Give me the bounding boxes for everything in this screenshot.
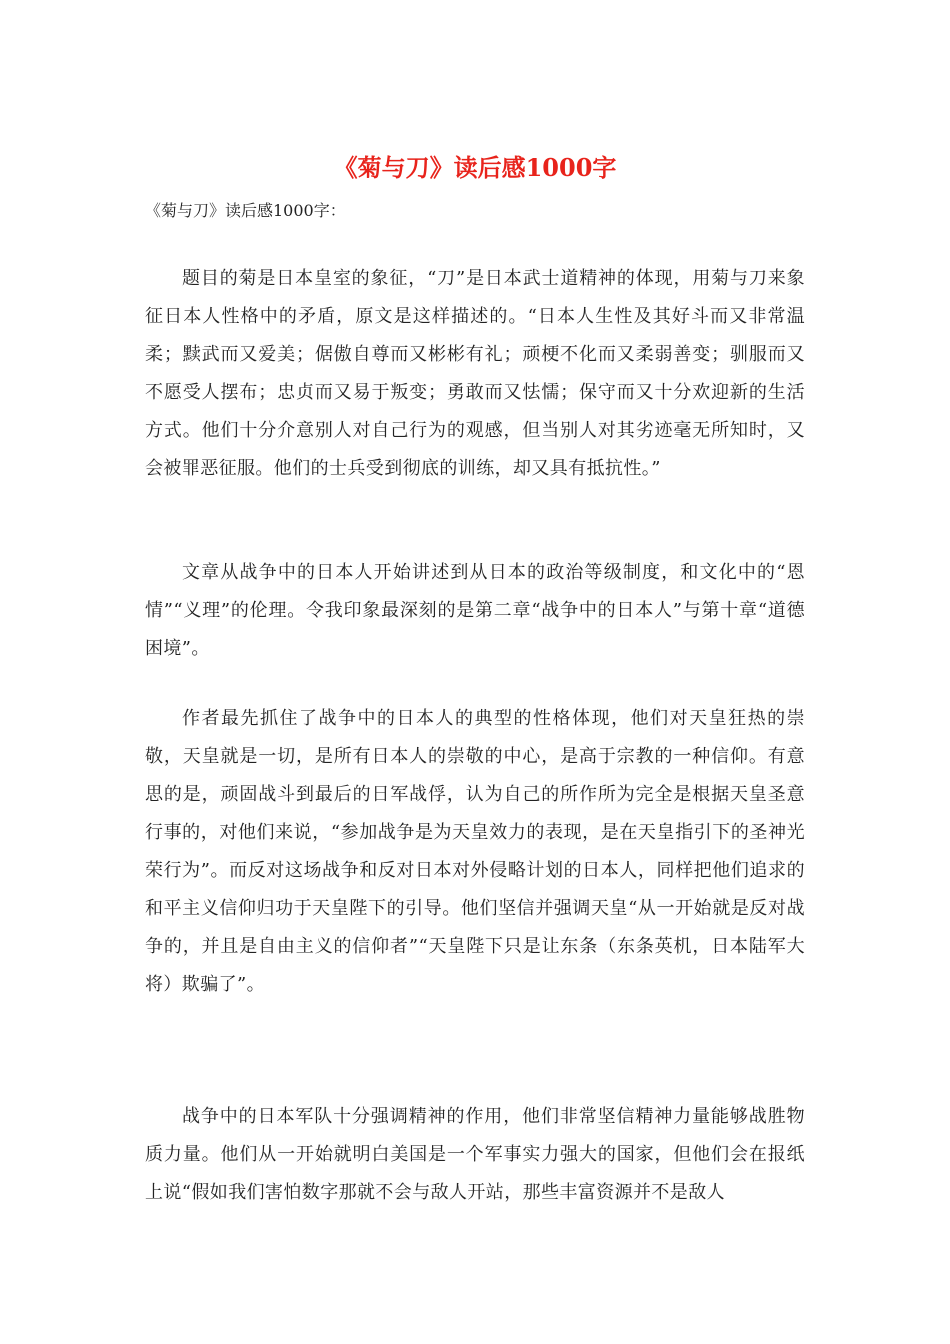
paragraph-3: 作者最先抓住了战争中的日本人的典型的性格体现，他们对天皇狂热的崇敬，天皇就是一切，是所有日本人的崇敬的中心，是高于宗教的一种信仰。有意思的是，顽固战斗到最后的日军战俘，认为自己的所作所为完全是根据天皇圣意行事的，对他们来说，“参加战争是为天皇效力的表现，是在天皇指引下的圣神光荣行为”。而反对这场战争和反对日本对外侵略计划的日本人，同样把他们追求的和平主义信仰归功于天皇陛下的引导。他们坚信并强调天皇“从一开始就是反对战争的，并且是自由主义的信仰者”“天皇陛下只是让东条（东条英机，日本陆军大将）欺骗了”。: [145, 708, 805, 995]
paragraph-1: 题目的菊是日本皇室的象征，“刀”是日本武士道精神的体现，用菊与刀来象征日本人性格中的矛盾，原文是这样描述的。“日本人生性及其好斗而又非常温柔；黩武而又爱美；倨傲自尊而又彬彬有礼；顽梗不化而又柔弱善变；驯服而又不愿受人摆布；忠贞而又易于叛变；勇敢而又怯懦；保守而又十分欢迎新的生活方式。他们十分介意别人对自己行为的观感，但当别人对其劣迹毫无所知时，又会被罪恶征服。他们的士兵受到彻底的训练，却又具有抵抗性。”: [145, 268, 805, 479]
document-title: 《菊与刀》读后感1000字: [333, 153, 617, 182]
document-subtitle: 《菊与刀》读后感1000字：: [145, 201, 346, 220]
paragraph-2: 文章从战争中的日本人开始讲述到从日本的政治等级制度，和文化中的“恩情”“义理”的伦理。令我印象最深刻的是第二章“战争中的日本人”与第十章“道德困境”。: [145, 562, 805, 659]
paragraph-4: 战争中的日本军队十分强调精神的作用，他们非常坚信精神力量能够战胜物质力量。他们从一开始就明白美国是一个军事实力强大的国家，但他们会在报纸上说“假如我们害怕数字那就不会与敌人开站，那些丰富资源并不是敌人: [145, 1106, 805, 1203]
